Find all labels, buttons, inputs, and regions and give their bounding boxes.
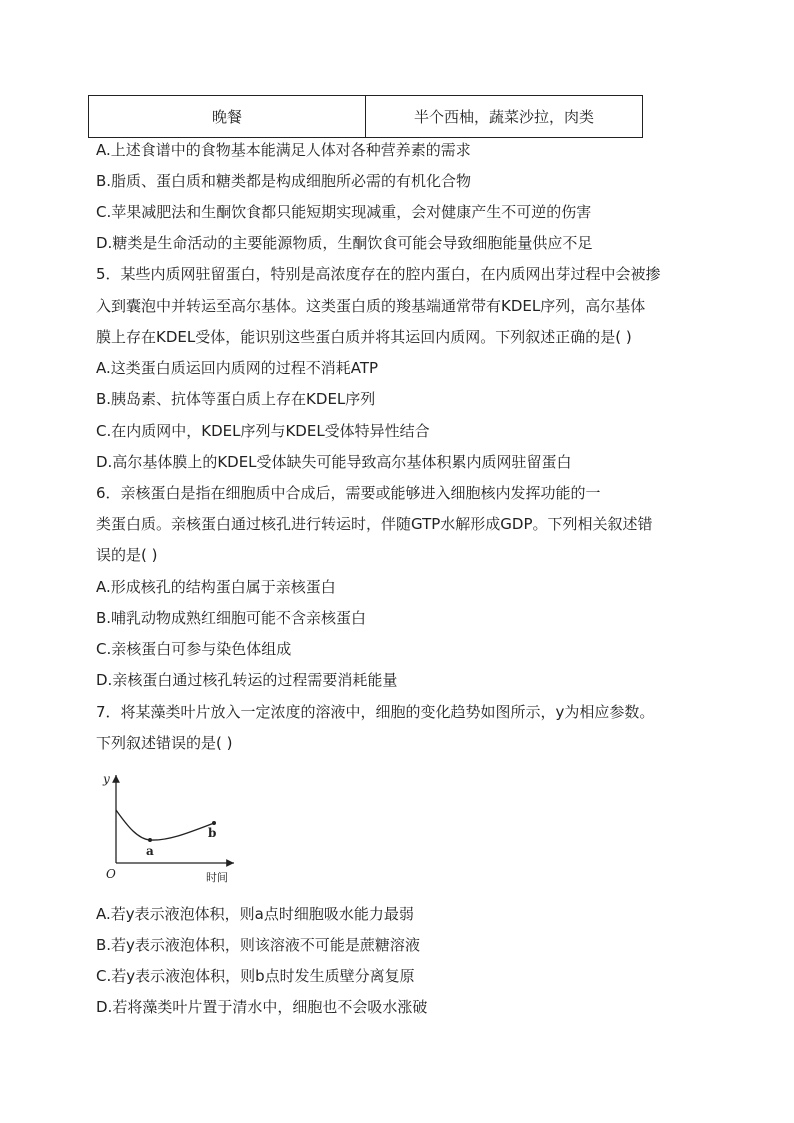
diet-table	[88, 95, 643, 138]
q7-option-b: B.若y表示液泡体积，则该溶液不可能是蔗糖溶液	[96, 936, 420, 954]
q6-option-d: D.亲核蛋白通过核孔转运的过程需要消耗能量	[96, 671, 398, 689]
food-cell: 半个西柚，蔬菜沙拉，肉类	[366, 96, 643, 138]
point-a-label: a	[146, 844, 154, 858]
q5-option-c: C.在内质网中，KDEL序列与KDEL受体特异性结合	[96, 422, 430, 440]
q6-option-b: B.哺乳动物成熟红细胞可能不含亲核蛋白	[96, 609, 367, 627]
q6-option-a: A.形成核孔的结构蛋白属于亲核蛋白	[96, 578, 336, 596]
point-a-marker	[148, 838, 152, 842]
q4-option-b: B.脂质、蛋白质和糖类都是构成细胞所必需的有机化合物	[96, 172, 472, 190]
q5-option-d: D.高尔基体膜上的KDEL受体缺失可能导致高尔基体积累内质网驻留蛋白	[96, 453, 572, 471]
trend-curve	[116, 810, 217, 840]
q6-stem-line: 误的是( )	[96, 546, 158, 564]
origin-label: O	[106, 867, 116, 881]
q5-stem-line: 5．某些内质网驻留蛋白，特别是高浓度存在的腔内蛋白，在内质网出芽过程中会被掺	[96, 265, 661, 283]
q7-stem-line: 7．将某藻类叶片放入一定浓度的溶液中，细胞的变化趋势如图所示，y为相应参数。	[96, 703, 655, 721]
q5-stem-line: 入到囊泡中并转运至高尔基体。这类蛋白质的羧基端通常带有KDEL序列，高尔基体	[96, 297, 646, 315]
q7-option-a: A.若y表示液泡体积，则a点时细胞吸水能力最弱	[96, 905, 414, 923]
q4-option-c: C.苹果减肥法和生酮饮食都只能短期实现减重，会对健康产生不可逆的伤害	[96, 203, 592, 221]
table-row	[89, 96, 643, 138]
q7-option-c: C.若y表示液泡体积，则b点时发生质壁分离复原	[96, 967, 415, 985]
q6-stem-line: 6．亲核蛋白是指在细胞质中合成后，需要或能够进入细胞核内发挥功能的一	[96, 484, 601, 502]
q7-option-d: D.若将藻类叶片置于清水中，细胞也不会吸水涨破	[96, 998, 428, 1016]
q4-option-d: D.糖类是生命活动的主要能源物质，生酮饮食可能会导致细胞能量供应不足	[96, 234, 593, 252]
point-b-label: b	[208, 826, 217, 840]
y-axis-label: y	[103, 772, 110, 786]
q5-option-a: A.这类蛋白质运回内质网的过程不消耗ATP	[96, 359, 379, 377]
q7-stem-line: 下列叙述错误的是( )	[96, 734, 233, 752]
q4-option-a: A.上述食谱中的食物基本能满足人体对各种营养素的需求	[96, 141, 471, 159]
meal-cell: 晚餐	[89, 96, 366, 138]
q5-stem-line: 膜上存在KDEL受体，能识别这些蛋白质并将其运回内质网。下列叙述正确的是( )	[96, 328, 632, 346]
q6-stem-line: 类蛋白质。亲核蛋白通过核孔进行转运时，伴随GTP水解形成GDP。下列相关叙述错	[96, 515, 653, 533]
q5-option-b: B.胰岛素、抗体等蛋白质上存在KDEL序列	[96, 390, 376, 408]
x-axis-label: 时间	[206, 871, 228, 884]
vacuole-trend-graph	[96, 765, 246, 885]
point-b-marker	[212, 821, 216, 825]
q6-option-c: C.亲核蛋白可参与染色体组成	[96, 640, 292, 658]
